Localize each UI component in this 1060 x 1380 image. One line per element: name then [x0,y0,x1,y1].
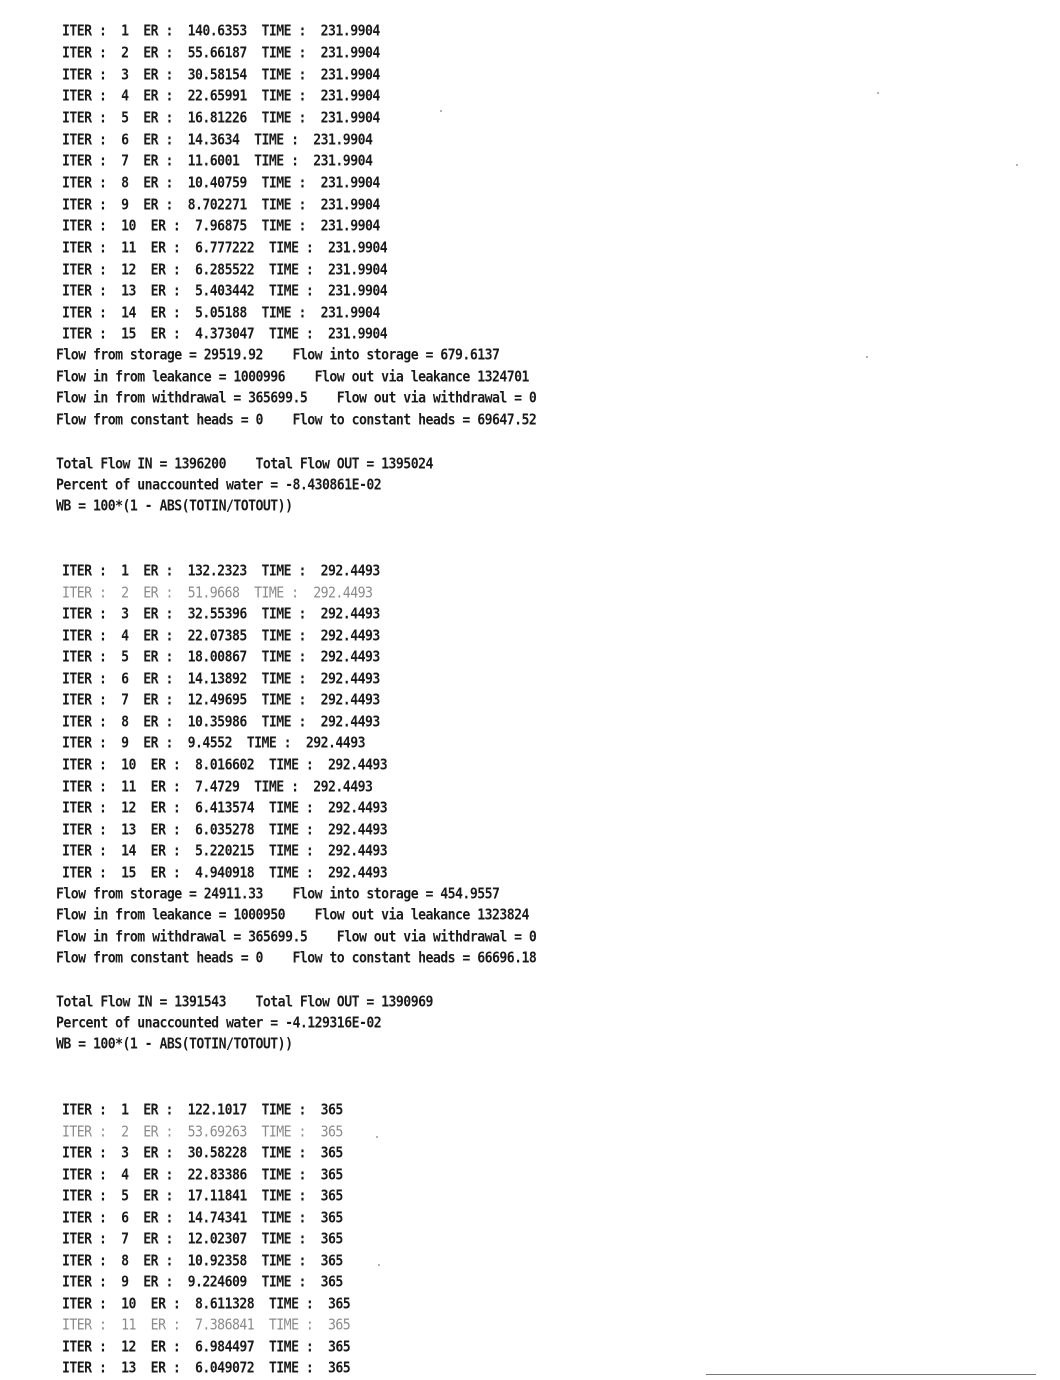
scan-edge-line [706,1374,1036,1375]
iteration-line: ITER : 14 ER : 5.220215 TIME : 292.4493 [62,843,388,860]
total-line: Total Flow IN = 1391543 Total Flow OUT = 1390969 [56,994,433,1011]
flow-line: Flow in from withdrawal = 365699.5 Flow out via withdrawal = 0 [56,390,537,407]
iteration-line: ITER : 11 ER : 6.777222 TIME : 231.9904 [62,240,388,257]
iteration-line: ITER : 9 ER : 9.4552 TIME : 292.4493 [62,735,365,752]
scan-speck [877,92,879,94]
iteration-line: ITER : 10 ER : 8.611328 TIME : 365 [62,1296,351,1313]
iteration-line: ITER : 5 ER : 16.81226 TIME : 231.9904 [62,110,380,127]
total-line: Total Flow IN = 1396200 Total Flow OUT = 1395024 [56,456,433,473]
scan-speck [440,110,442,112]
iteration-line: ITER : 7 ER : 11.6001 TIME : 231.9904 [62,153,373,170]
iteration-line: ITER : 12 ER : 6.285522 TIME : 231.9904 [62,262,388,279]
iteration-line: ITER : 1 ER : 122.1017 TIME : 365 [62,1102,343,1119]
iteration-line: ITER : 2 ER : 53.69263 TIME : 365 [62,1124,343,1141]
iteration-line: ITER : 9 ER : 9.224609 TIME : 365 [62,1274,343,1291]
iteration-line: ITER : 12 ER : 6.413574 TIME : 292.4493 [62,800,388,817]
iteration-line: ITER : 3 ER : 30.58228 TIME : 365 [62,1145,343,1162]
iteration-line: ITER : 7 ER : 12.49695 TIME : 292.4493 [62,692,380,709]
iteration-line: ITER : 13 ER : 5.403442 TIME : 231.9904 [62,283,388,300]
flow-line: Flow from constant heads = 0 Flow to constant heads = 66696.18 [56,950,537,967]
iteration-line: ITER : 2 ER : 51.9668 TIME : 292.4493 [62,585,373,602]
iteration-line: ITER : 3 ER : 32.55396 TIME : 292.4493 [62,606,380,623]
iteration-line: ITER : 10 ER : 8.016602 TIME : 292.4493 [62,757,388,774]
iteration-line: ITER : 3 ER : 30.58154 TIME : 231.9904 [62,67,380,84]
iteration-line: ITER : 12 ER : 6.984497 TIME : 365 [62,1339,351,1356]
iteration-line: ITER : 8 ER : 10.35986 TIME : 292.4493 [62,714,380,731]
scan-speck [866,356,868,358]
iteration-line: ITER : 5 ER : 18.00867 TIME : 292.4493 [62,649,380,666]
flow-line: Flow from storage = 24911.33 Flow into storage = 454.9557 [56,886,500,903]
iteration-line: ITER : 13 ER : 6.035278 TIME : 292.4493 [62,822,388,839]
iteration-line: ITER : 5 ER : 17.11841 TIME : 365 [62,1188,343,1205]
iteration-line: ITER : 4 ER : 22.83386 TIME : 365 [62,1167,343,1184]
iteration-line: ITER : 6 ER : 14.3634 TIME : 231.9904 [62,132,373,149]
iteration-line: ITER : 15 ER : 4.940918 TIME : 292.4493 [62,865,388,882]
total-line: WB = 100*(1 - ABS(TOTIN/TOTOUT)) [56,1036,293,1053]
total-line: Percent of unaccounted water = -4.129316E-02 [56,1015,382,1032]
iteration-line: ITER : 8 ER : 10.40759 TIME : 231.9904 [62,175,380,192]
iteration-line: ITER : 8 ER : 10.92358 TIME : 365 [62,1253,343,1270]
total-line: WB = 100*(1 - ABS(TOTIN/TOTOUT)) [56,498,293,515]
iteration-line: ITER : 11 ER : 7.4729 TIME : 292.4493 [62,779,373,796]
iteration-line: ITER : 9 ER : 8.702271 TIME : 231.9904 [62,197,380,214]
flow-line: Flow from storage = 29519.92 Flow into storage = 679.6137 [56,347,500,364]
iteration-line: ITER : 7 ER : 12.02307 TIME : 365 [62,1231,343,1248]
flow-line: Flow in from leakance = 1000950 Flow out via leakance 1323824 [56,907,529,924]
iteration-line: ITER : 4 ER : 22.07385 TIME : 292.4493 [62,628,380,645]
iteration-line: ITER : 6 ER : 14.13892 TIME : 292.4493 [62,671,380,688]
flow-line: Flow in from leakance = 1000996 Flow out via leakance 1324701 [56,369,529,386]
iteration-line: ITER : 2 ER : 55.66187 TIME : 231.9904 [62,45,380,62]
scan-speck [376,1136,378,1138]
scan-speck [1016,164,1018,166]
flow-line: Flow from constant heads = 0 Flow to constant heads = 69647.52 [56,412,537,429]
iteration-line: ITER : 10 ER : 7.96875 TIME : 231.9904 [62,218,380,235]
iteration-line: ITER : 1 ER : 132.2323 TIME : 292.4493 [62,563,380,580]
iteration-line: ITER : 6 ER : 14.74341 TIME : 365 [62,1210,343,1227]
iteration-line: ITER : 11 ER : 7.386841 TIME : 365 [62,1317,351,1334]
iteration-line: ITER : 14 ER : 5.05188 TIME : 231.9904 [62,305,380,322]
flow-line: Flow in from withdrawal = 365699.5 Flow out via withdrawal = 0 [56,929,537,946]
scan-speck [378,1264,380,1266]
iteration-line: ITER : 13 ER : 6.049072 TIME : 365 [62,1360,351,1377]
total-line: Percent of unaccounted water = -8.430861E-02 [56,477,382,494]
iteration-line: ITER : 4 ER : 22.65991 TIME : 231.9904 [62,88,380,105]
iteration-line: ITER : 15 ER : 4.373047 TIME : 231.9904 [62,326,388,343]
iteration-line: ITER : 1 ER : 140.6353 TIME : 231.9904 [62,23,380,40]
